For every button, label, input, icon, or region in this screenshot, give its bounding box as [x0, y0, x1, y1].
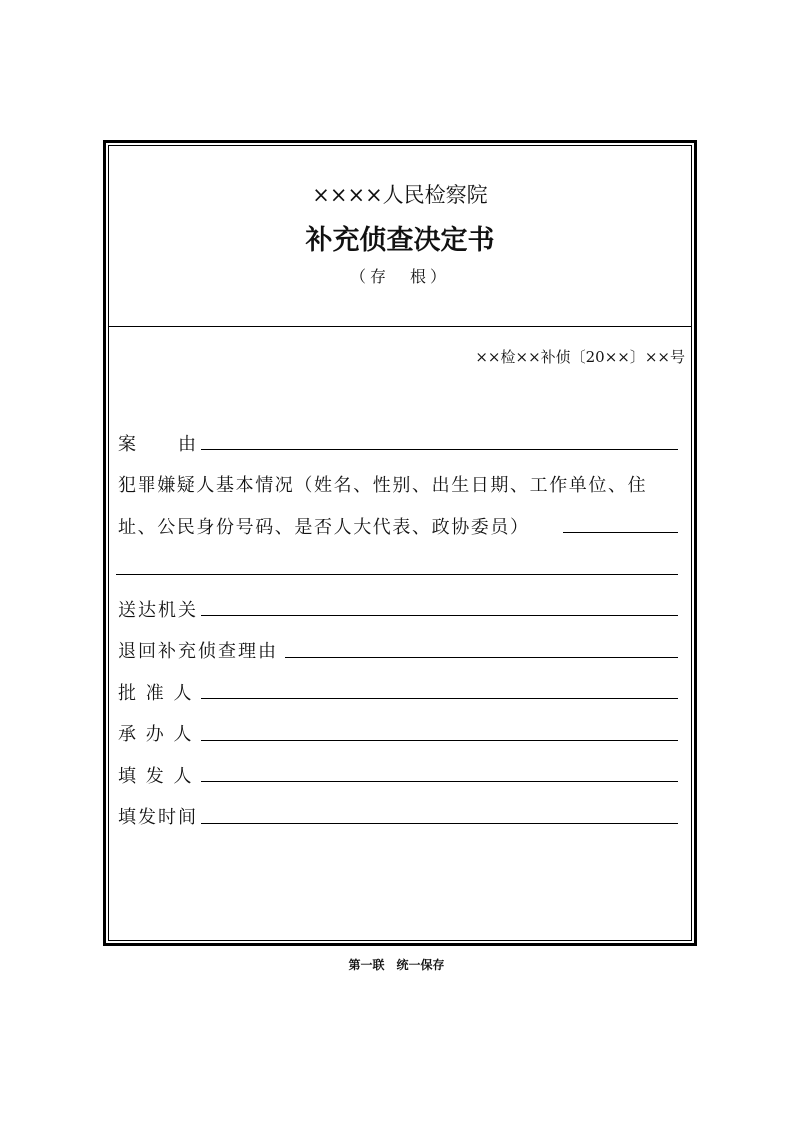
document-number: ××检××补侦〔20××〕××号 — [475, 348, 685, 366]
form-border — [103, 140, 697, 946]
handler-label: 承 办 人 — [118, 724, 194, 745]
procuratorate-name: ××××人民检察院 — [312, 183, 488, 207]
approver-field[interactable] — [201, 698, 678, 699]
return-reason-label: 退回补充侦查理由 — [118, 641, 278, 662]
document-title: 补充侦查决定书 — [305, 225, 495, 256]
suspect-info-label-2: 址、公民身份号码、是否人大代表、政协委员） — [118, 517, 530, 538]
copy-note: 第一联 统一保存 — [348, 958, 445, 972]
case-cause-label: 案 由 — [118, 434, 198, 455]
issuer-label: 填 发 人 — [118, 766, 194, 787]
handler-field[interactable] — [201, 740, 678, 741]
suspect-info-field[interactable] — [563, 532, 678, 533]
header-divider — [109, 326, 691, 327]
suspect-info-field-continued[interactable] — [116, 574, 678, 575]
delivery-agency-field[interactable] — [201, 615, 678, 616]
approver-label: 批 准 人 — [118, 683, 194, 704]
issuer-field[interactable] — [201, 781, 678, 782]
delivery-agency-label: 送达机关 — [118, 600, 198, 621]
document-subtitle: （存 根） — [349, 267, 450, 286]
case-cause-field[interactable] — [201, 449, 678, 450]
return-reason-field[interactable] — [285, 657, 678, 658]
issue-time-field[interactable] — [201, 823, 678, 824]
suspect-info-label-1: 犯罪嫌疑人基本情况（姓名、性别、出生日期、工作单位、住 — [118, 475, 648, 496]
issue-time-label: 填发时间 — [118, 807, 198, 828]
form-inner-border — [108, 145, 692, 941]
